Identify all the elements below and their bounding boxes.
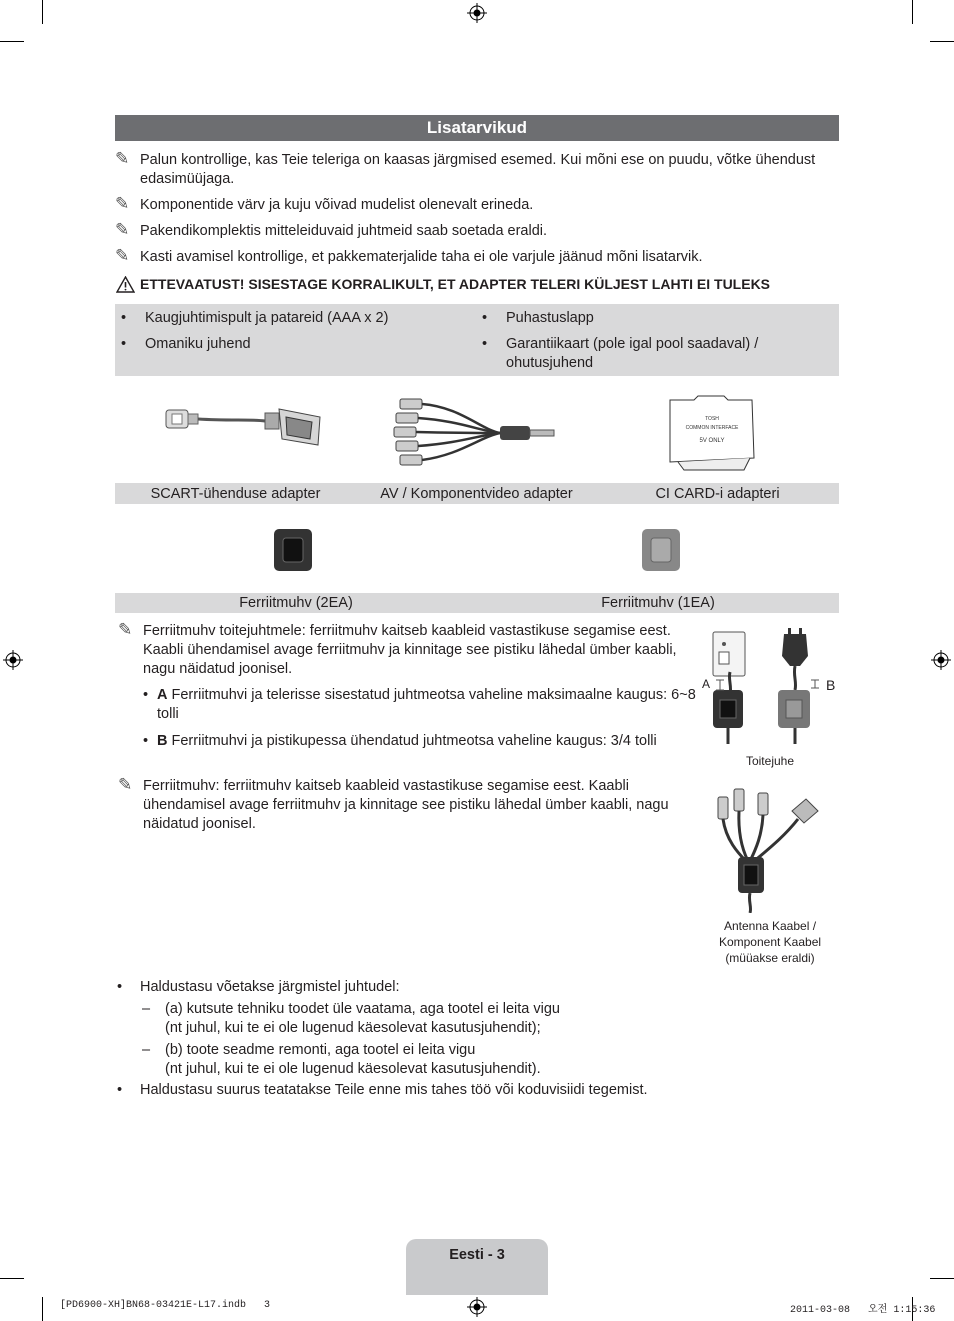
- bullet: •: [117, 1082, 123, 1098]
- antenna-cable-caption: Antenna Kaabel / Komponent Kaabel (müüakse eraldi): [718, 919, 822, 965]
- fee-case-a-line1: (a) kutsute tehniku toodet üle vaatama, aga tootel ei leita vigu: [165, 1001, 560, 1017]
- crop-mark: [0, 1278, 24, 1279]
- note-text: Ferriitmuhv: ferriitmuhv kaitseb kaableid vastastikuse segamise eest. Kaabli ühendamisel avage ferriitmuhv ja kinnitage see pistiku lähedal ümber kaabli, nagu näidatud joonisel.: [143, 778, 669, 832]
- note-text: Kasti avamisel kontrollige, et pakkematerjalide taha ei ole varjule jäänud mõni lisatarvik.: [140, 249, 703, 265]
- note-icon: ✎: [115, 220, 130, 239]
- crop-mark: [0, 41, 24, 42]
- ci-card-label: 5V ONLY: [699, 438, 725, 444]
- note-colors: [115, 196, 850, 215]
- ci-card-adapter-image: [664, 392, 760, 472]
- note-text: Komponentide värv ja kuju võivad mudelist olenevalt erineda.: [140, 197, 534, 213]
- crop-mark: [930, 41, 954, 42]
- scart-adapter-image: [160, 395, 325, 455]
- footer-file-info: [PD6900-XH]BN68-03421E-L17.indb 3: [60, 1300, 271, 1311]
- list-item-label: Garantiikaart (pole igal pool saadaval) / ohutusjuhend: [506, 336, 759, 371]
- bullet: •: [117, 979, 123, 995]
- fee-case-b-line2: (nt juhul, kui te ei ole lugenud käesolevat kasutusjuhendit).: [165, 1061, 541, 1077]
- note-packaging: [115, 248, 850, 267]
- label-b: B: [157, 733, 168, 749]
- list-item: •: [121, 310, 127, 326]
- dash: –: [142, 1001, 151, 1017]
- figure-label-a: A: [702, 677, 711, 691]
- list-item: •: [482, 310, 488, 326]
- adapter-caption: AV / Komponentvideo adapter: [380, 486, 573, 502]
- page-number-tab: Eesti - 3: [406, 1239, 548, 1295]
- note-icon: ✎: [115, 149, 130, 168]
- adapter-caption: CI CARD-i adapteri: [655, 486, 780, 502]
- list-item: •: [121, 336, 127, 352]
- av-component-adapter-image: [390, 393, 565, 473]
- ci-card-label: TOSH: [705, 416, 719, 422]
- registration-mark-icon: [467, 3, 487, 23]
- fee-amount: Haldustasu suurus teatatakse Teile enne mis tahes töö või koduvisiidi tegemist.: [140, 1082, 648, 1098]
- ferrite-core-gray-image: [641, 528, 681, 572]
- ferrite-distance-b: [143, 732, 697, 751]
- ferrite-note-general: [118, 777, 703, 834]
- fee-case-a-line2: (nt juhul, kui te ei ole lugenud käesolevat kasutusjuhendit);: [165, 1020, 541, 1036]
- footer-timestamp: 2011-03-08 오전 1:15:36: [790, 1305, 936, 1316]
- caution-note: [115, 275, 860, 295]
- antenna-component-cable-image: [712, 785, 830, 913]
- power-cord-ferrite-image: [700, 628, 840, 746]
- bullet: •: [143, 687, 149, 703]
- figure-label-b: B: [826, 677, 836, 693]
- note-icon: ✎: [118, 620, 133, 639]
- distance-b-text: Ferriitmuhvi ja pistikupessa ühendatud juhtmeotsa vaheline kaugus: 3/4 tolli: [167, 733, 657, 749]
- crop-mark: [42, 0, 43, 24]
- bullet: •: [143, 733, 149, 749]
- ferrite-core-dark-image: [273, 528, 313, 572]
- note-icon: ✎: [115, 194, 130, 213]
- note-check-items: [115, 151, 850, 189]
- crop-mark: [930, 1278, 954, 1279]
- list-item-label: Omaniku juhend: [145, 336, 251, 352]
- list-item-label: Kaugjuhtimispult ja patareid (AAA x 2): [145, 310, 389, 326]
- registration-mark-icon: [931, 650, 951, 670]
- adapter-caption: SCART-ühenduse adapter: [150, 486, 321, 502]
- ci-card-label: COMMON INTERFACE: [685, 425, 739, 431]
- crop-mark: [912, 0, 913, 24]
- distance-a-text: Ferriitmuhvi ja telerisse sisestatud juhtmeotsa vaheline maksimaalne kaugus: 6~8 tolli: [157, 687, 696, 722]
- fee-case-b-line1: (b) toote seadme remonti, aga tootel ei leita vigu: [165, 1042, 476, 1058]
- crop-mark: [42, 1297, 43, 1321]
- note-icon: ✎: [118, 775, 133, 794]
- note-text: Ferriitmuhv toitejuhtmele: ferriitmuhv kaitseb kaableid vastastikuse segamise eest. Kaabli ühendamisel avage ferriitmuhv ja kinnitage see pistiku lähedal ümber kaabli, nagu näidatud joonisel.: [143, 623, 677, 677]
- ferrite-caption: Ferriitmuhv (1EA): [601, 595, 715, 611]
- note-text: Palun kontrollige, kas Teie teleriga on kaasas järgmised esemed. Kui mõni ese on puudu, võtke ühendust edasimüüjaga.: [140, 152, 816, 187]
- section-title: Lisatarvikud: [115, 115, 839, 141]
- list-item: •: [482, 336, 488, 352]
- note-text: Pakendikomplektis mitteleiduvaid juhtmeid saab soetada eraldi.: [140, 223, 548, 239]
- fee-heading: Haldustasu võetakse järgmistel juhtudel:: [140, 979, 400, 995]
- ferrite-note-power: [118, 622, 703, 679]
- list-item-label: Puhastuslapp: [506, 310, 594, 326]
- note-cables: [115, 222, 850, 241]
- note-icon: ✎: [115, 246, 130, 265]
- dash: –: [142, 1042, 151, 1058]
- registration-mark-icon: [3, 650, 23, 670]
- caution-text: ETTEVAATUST! SISESTAGE KORRALIKULT, ET ADAPTER TELERI KÜLJEST LAHTI EI TULEKS: [140, 276, 771, 292]
- registration-mark-icon: [467, 1297, 487, 1317]
- power-cord-caption: Toitejuhe: [745, 754, 795, 768]
- label-a: A: [157, 687, 168, 703]
- ferrite-distance-a: [143, 686, 697, 724]
- ferrite-caption: Ferriitmuhv (2EA): [239, 595, 353, 611]
- warning-icon: [116, 276, 135, 293]
